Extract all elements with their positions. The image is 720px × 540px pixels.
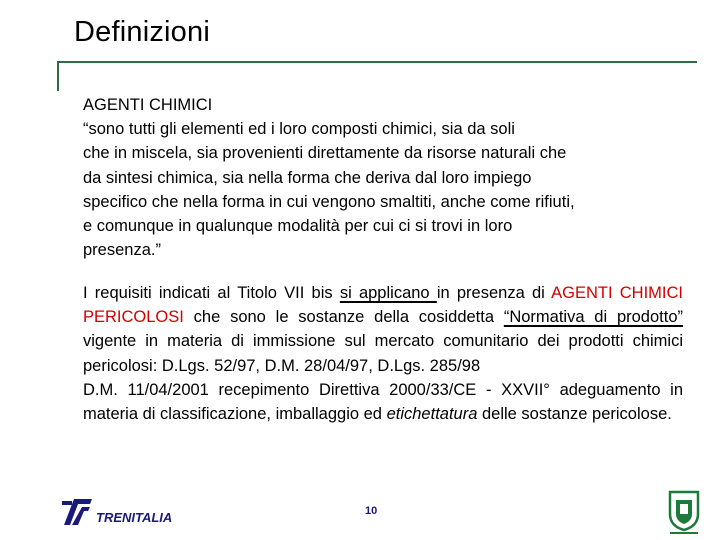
definition-line: e comunque in qualunque modalità per cui ci si trovi in loro: [83, 217, 513, 236]
logo-text: TRENITALIA: [96, 510, 173, 525]
requirements-text: vigente in materia di immissione sul mercato comunitario dei prodotti chimici pericolosi: D.Lgs. 52/97, D.M. 28/04/97, D.Lgs. 285/98: [83, 332, 683, 375]
requirements-text: D.M. 11/04/2001 recepimento Direttiva 2000/33/CE - XXVII° adeguamento in materia di classificazione, imballaggio ed: [83, 380, 683, 424]
definition-line: da sintesi chimica, sia nella forma che deriva dal loro impiego: [83, 168, 532, 187]
trenitalia-mark-icon: [62, 499, 92, 525]
requirements-text: I requisiti indicati al Titolo VII bis: [83, 284, 340, 302]
university-crest-icon: [666, 488, 702, 536]
underlined-text: “Normativa di prodotto”: [503, 308, 683, 327]
definition-paragraph: [83, 93, 683, 262]
page-number: 10: [365, 505, 378, 517]
slide-title: Definizioni: [74, 16, 210, 48]
underlined-text: si applicano: [339, 284, 437, 302]
title-rule-horizontal: [57, 61, 697, 63]
definition-heading: AGENTI CHIMICI: [83, 96, 213, 114]
requirements-text: che sono le sostanze della cosiddetta: [183, 308, 504, 327]
requirements-text: delle sostanze pericolose.: [477, 405, 672, 424]
definition-line: che in miscela, sia provenienti direttamente da risorse naturali che: [83, 144, 567, 163]
requirements-paragraph: [83, 281, 683, 426]
italic-term: etichettatura: [386, 405, 478, 424]
highlighted-term: AGENTI CHIMICI PERICOLOSI: [83, 284, 683, 327]
definition-line: “sono tutti gli elementi ed i loro composti chimici, sia da soli: [83, 120, 515, 139]
definition-line: specifico che nella forma in cui vengono smaltiti, anche come rifiuti,: [83, 192, 575, 211]
definition-line: presenza.”: [83, 241, 161, 260]
requirements-text: in presenza di: [436, 284, 552, 302]
trenitalia-logo: [60, 491, 190, 531]
title-rule-vertical: [57, 61, 59, 91]
